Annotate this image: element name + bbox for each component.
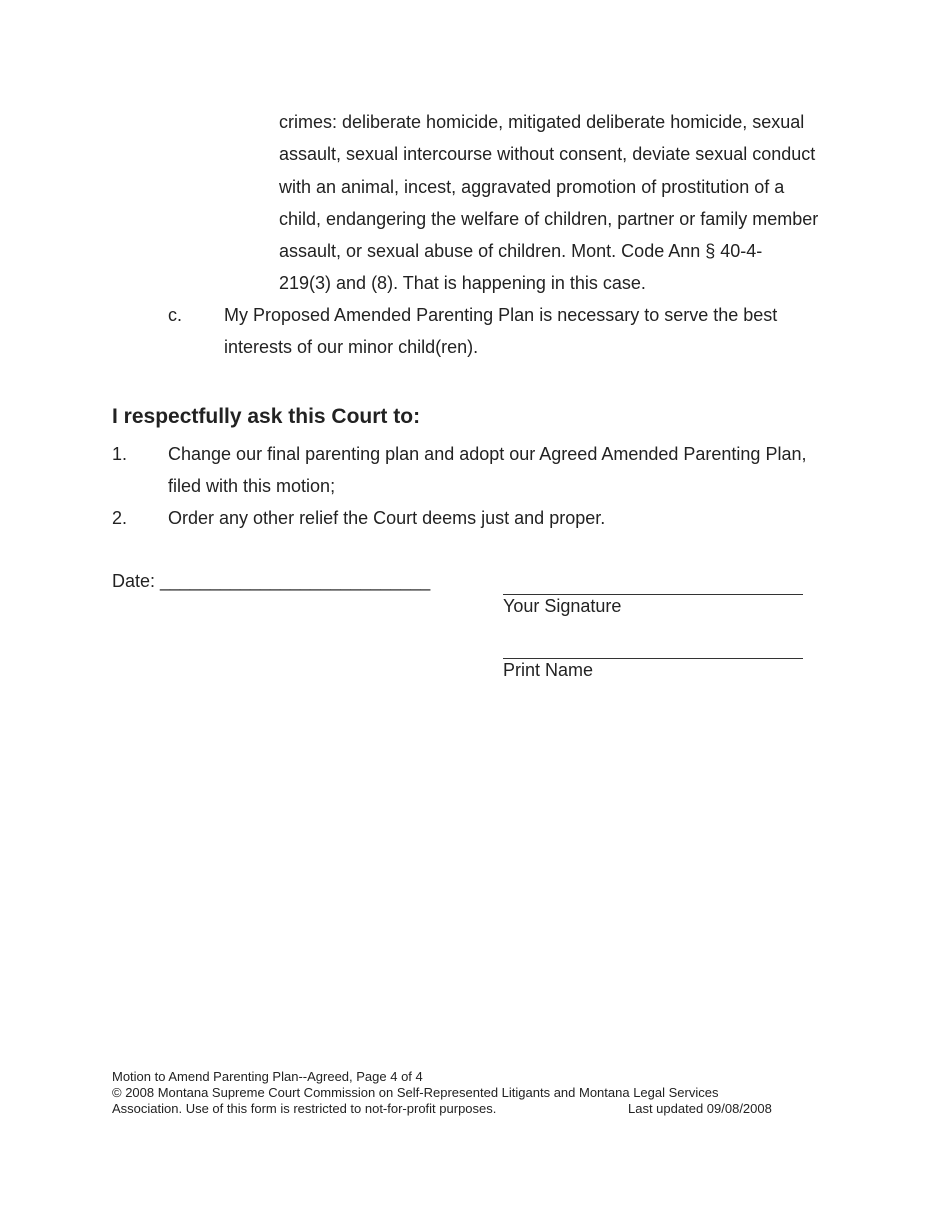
print-name-label: Print Name [503,660,594,680]
list-marker: 2. [112,508,128,528]
list-marker: c. [168,305,183,325]
signature-block [503,572,803,617]
paragraph-line: My Proposed Amended Parenting Plan is necessary to serve the best [224,305,778,325]
paragraph-line: Change our final parenting plan and adopt our Agreed Amended Parenting Plan, [168,444,807,464]
paragraph-line: filed with this motion; [168,476,336,497]
paragraph-line: with an animal, incest, aggravated promotion of prostitution of a [279,176,785,197]
signature-label: Your Signature [503,596,622,616]
paragraph-line: assault, or sexual abuse of children. Mont. Code Ann § 40-4- [279,241,763,262]
paragraph-line: assault, sexual intercourse without consent, deviate sexual conduct [279,144,816,165]
print-name-block [503,636,803,681]
paragraph-line: Order any other relief the Court deems just and proper. [168,508,606,528]
request-heading: I respectfully ask this Court to: [112,405,421,428]
paragraph-line: child, endangering the welfare of children, partner or family member [279,208,819,229]
footer-usage: Association. Use of this form is restricted to not-for-profit purposes. [112,1101,497,1116]
signature-line [503,572,803,595]
paragraph-line: 219(3) and (8). That is happening in this case. [279,273,646,294]
list-item-text [224,299,848,364]
list-item-text [168,502,852,534]
list-item-text [168,438,852,503]
paragraph-line: crimes: deliberate homicide, mitigated deliberate homicide, sexual [279,112,805,132]
footer-title: Motion to Amend Parenting Plan--Agreed, Page 4 of 4 [112,1069,423,1084]
date-field: Date: ___________________________ [112,571,431,591]
page-footer [112,1069,792,1117]
footer-last-updated: Last updated 09/08/2008 [628,1101,772,1116]
footer-copyright: © 2008 Montana Supreme Court Commission on Self-Represented Litigants and Montana Legal Services [112,1085,719,1100]
continuation-paragraph [279,106,849,300]
print-name-line [503,636,803,659]
footer-usage-row [112,1101,792,1117]
paragraph-line: interests of our minor child(ren). [224,337,479,358]
list-marker: 1. [112,444,128,464]
